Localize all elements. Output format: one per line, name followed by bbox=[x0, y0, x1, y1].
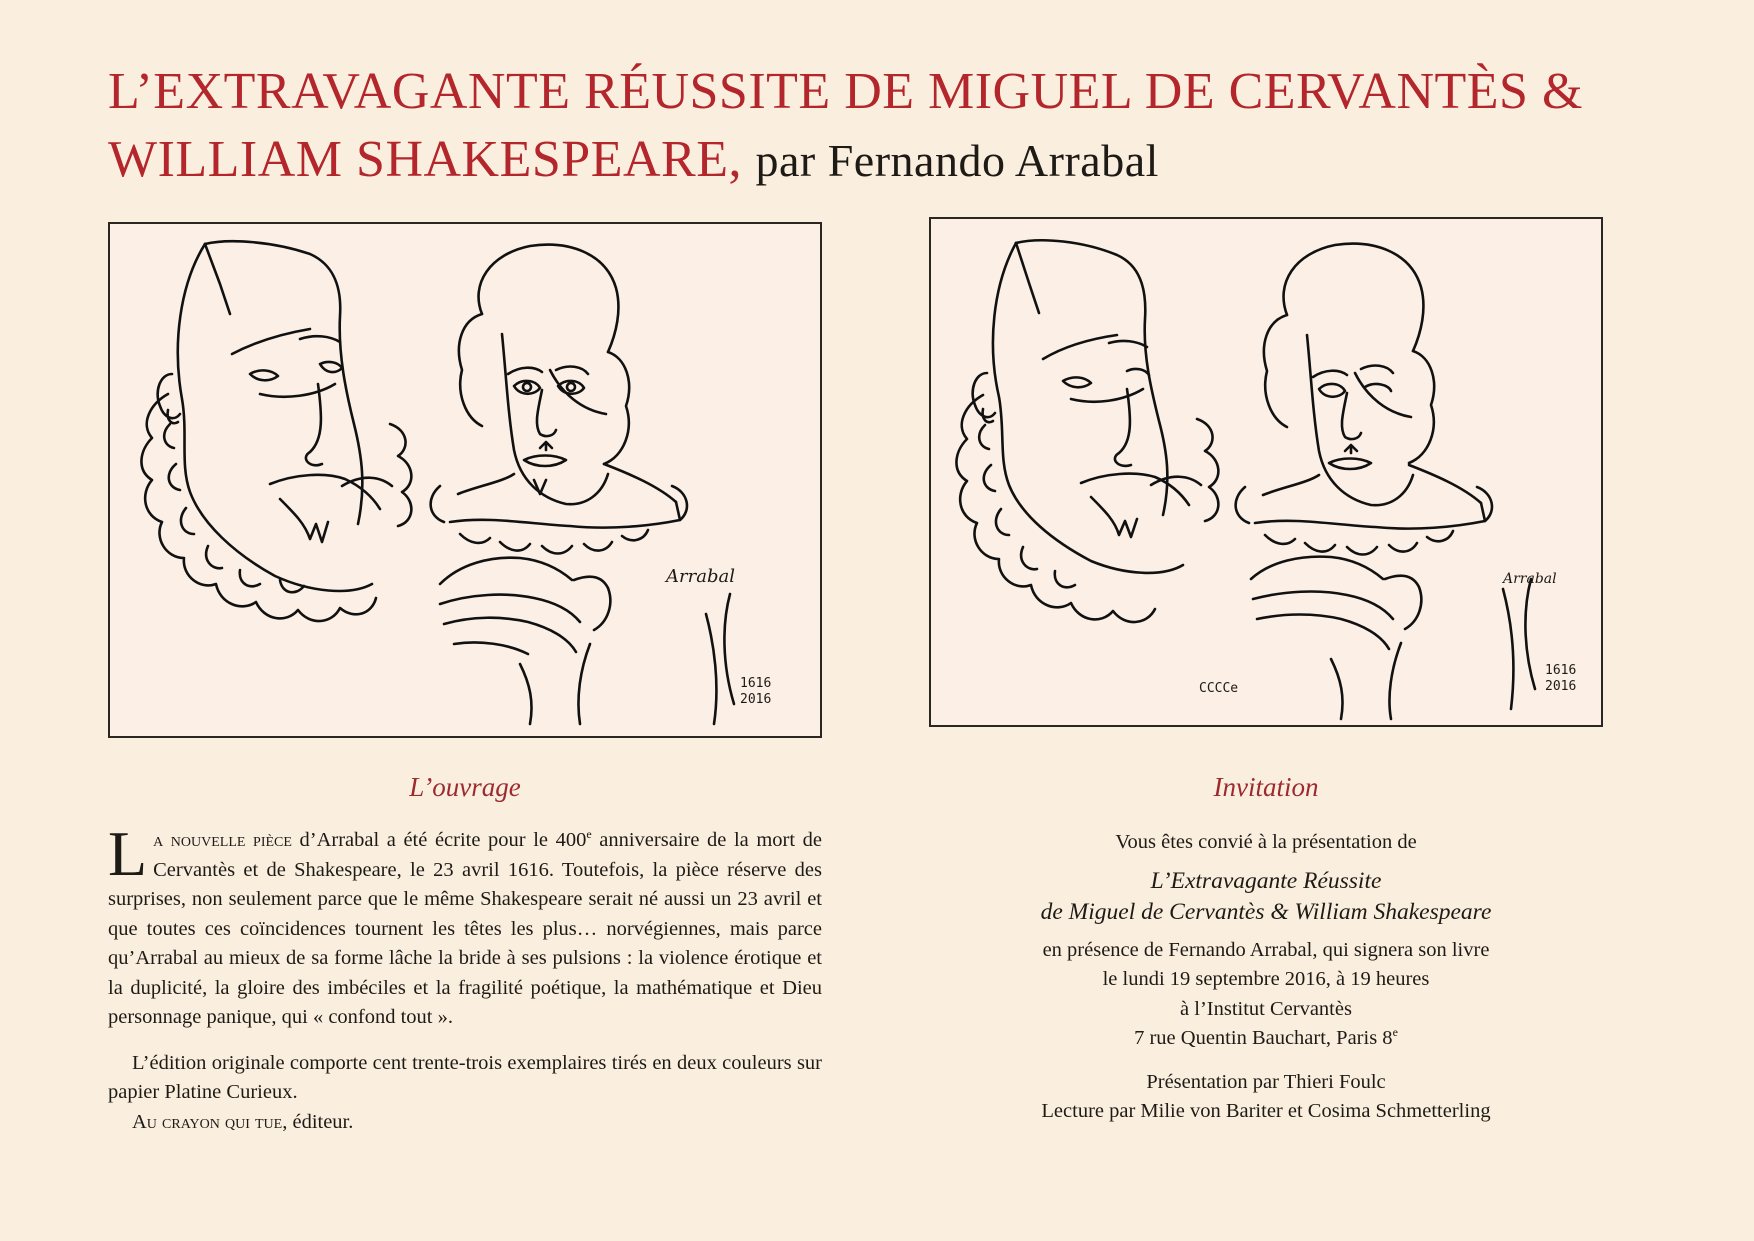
ouvrage-heading: L’ouvrage bbox=[409, 772, 521, 802]
caricature-drawing-right bbox=[931, 219, 1601, 725]
invitation-intro: Vous êtes convié à la présentation de bbox=[1115, 831, 1417, 853]
title-byline: par Fernando Arrabal bbox=[755, 135, 1159, 186]
drop-cap: L bbox=[108, 818, 148, 889]
presentation-credit: Présentation par Thieri Foulc bbox=[1146, 1070, 1386, 1093]
publisher-name: Au crayon qui tue bbox=[132, 1110, 283, 1133]
drawing-date-1: 1616 bbox=[740, 676, 772, 691]
work-title-line-1: L’Extravagante Réussite bbox=[1150, 867, 1382, 894]
page-title bbox=[108, 58, 1708, 195]
ouvrage-paragraph-2: L’édition originale comporte cent trente-trois exemplaires tirés en deux couleurs sur papier Platine Curieux. bbox=[108, 1051, 822, 1103]
title-line-1: L’EXTRAVAGANTE RÉUSSITE DE MIGUEL DE CERVANTÈS & bbox=[108, 63, 1583, 120]
drawing-date-2: 2016 bbox=[740, 692, 772, 707]
invitation-heading: Invitation bbox=[1213, 772, 1319, 802]
event-date: le lundi 19 septembre 2016, à 19 heures bbox=[1102, 968, 1430, 990]
artist-signature: Arrabal bbox=[666, 566, 735, 587]
drawing-date-1: 1616 bbox=[1545, 663, 1577, 678]
work-title-line-2: de Miguel de Cervantès & William Shakespeare bbox=[1040, 898, 1492, 925]
illustration-left bbox=[108, 222, 822, 738]
event-venue: à l’Institut Cervantès bbox=[1180, 997, 1352, 1020]
artist-signature: Arrabal bbox=[1503, 571, 1557, 587]
address-superscript: e bbox=[1392, 1025, 1398, 1040]
reading-credit: Lecture par Milie von Bariter et Cosima Schmetterling bbox=[1041, 1100, 1491, 1122]
drawing-mark: CCCCe bbox=[1199, 681, 1239, 696]
event-address bbox=[929, 1024, 1603, 1054]
smallcaps-lead: a nouvelle pièce bbox=[153, 829, 292, 851]
paragraph-1-part-1: d’Arrabal a été écrite pour le 400 bbox=[291, 829, 587, 851]
ouvrage-text bbox=[108, 818, 822, 1137]
publisher-line bbox=[108, 1108, 822, 1138]
publisher-suffix: , éditeur. bbox=[282, 1110, 354, 1133]
title-line-2: WILLIAM SHAKESPEARE, bbox=[108, 131, 742, 188]
drawing-date-2: 2016 bbox=[1545, 679, 1577, 694]
presence-line: en présence de Fernando Arrabal, qui signera son livre bbox=[1042, 938, 1490, 961]
caricature-drawing-left bbox=[110, 224, 820, 736]
paragraph-1-part-2: anniversaire de la mort de Cervantès et de Shakespeare, le 23 avril 1616. Toutefois, la pièce réserve des surprises, non seulement parce que le même Shakespeare serait né aussi un 23 avril et que toutes ces coïncidences tournent les têtes les plus… norvégiennes, mais parce qu’Arrabal au mieux de sa forme lâche la bride à ses pulsions : la violence érotique et la duplicité, la gloire des imbéciles et la fragilité poétique, la mathématique et Dieu personnage panique, qui « confond tout ». bbox=[108, 829, 822, 1028]
ordinal-superscript: e bbox=[586, 827, 592, 842]
invitation-text bbox=[929, 828, 1603, 1127]
illustration-right bbox=[929, 217, 1603, 727]
ouvrage-paragraph-1 bbox=[108, 818, 822, 1033]
address-text: 7 rue Quentin Bauchart, Paris 8 bbox=[1134, 1027, 1393, 1049]
